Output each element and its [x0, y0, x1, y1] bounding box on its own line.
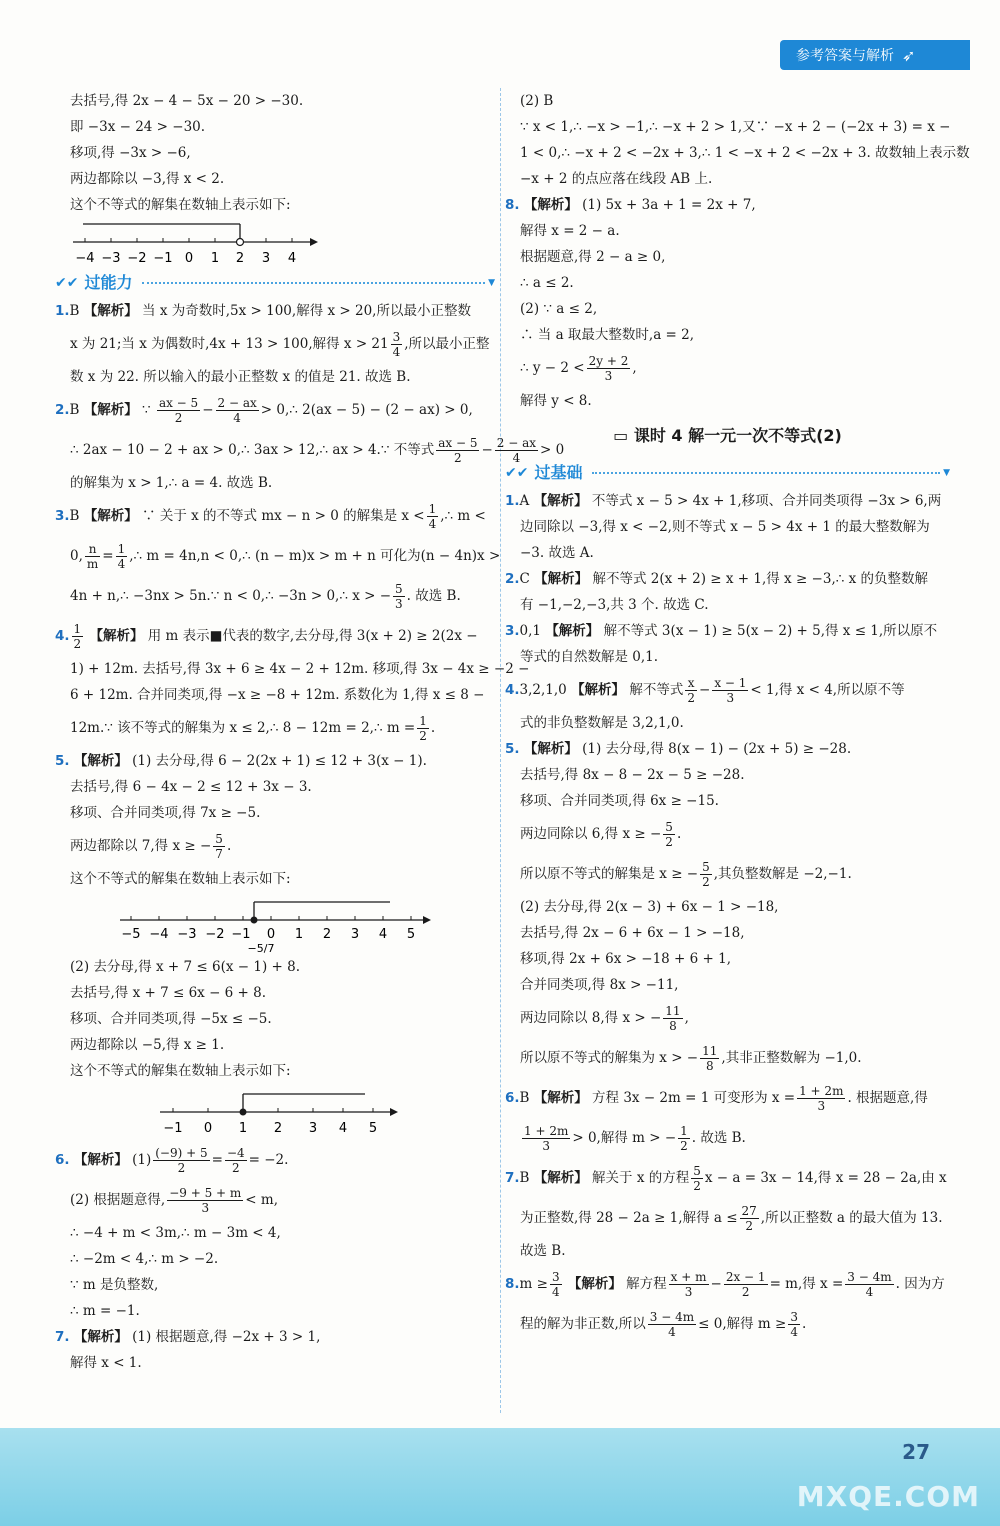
q5-line: 去括号,得 x + 7 ≤ 6x − 6 + 8. — [70, 985, 267, 1001]
text-line: −x + 2 的点应落在线段 AB 上. — [520, 171, 713, 187]
tick-label: 2 — [235, 251, 245, 266]
dotted-rule — [592, 472, 940, 474]
tick-label: −4 — [149, 927, 169, 942]
analysis-tag: 【解析】 — [83, 303, 138, 319]
q2-line: 2.B 【解析】 ∵ $\frac{ax - 5}{2}$ − $\frac{2 - ax}{4}$ > 0,∴ 2(ax − 5) − (2 − ax) > 0, — [55, 396, 473, 425]
text-line: 这个不等式的解集在数轴上表示如下: — [70, 197, 291, 213]
text-line: 1 < 0,∴ −x + 2 < −2x + 3,∴ 1 < −x + 2 < −2x + 3. 故数轴上表示数 — [520, 145, 970, 161]
analysis-tag: 【解析】 — [73, 1329, 128, 1345]
analysis-tag: 【解析】 — [89, 628, 144, 644]
tick-label: 1 — [238, 1121, 248, 1136]
tick-label: 4 — [338, 1121, 348, 1136]
fraction: $\frac{-4}{2}$ — [226, 1146, 245, 1175]
number-line-3 — [55, 1084, 495, 1140]
answer: B — [69, 303, 80, 319]
answer: C — [519, 571, 530, 587]
triangle-icon: ▼ — [488, 278, 495, 288]
tick-label: 1 — [210, 251, 220, 266]
fraction: $\frac{ax - 5}{2}$ — [438, 436, 478, 465]
fraction: $\frac{3 - 4m}{4}$ — [847, 1270, 892, 1299]
b5-line: 所以原不等式的解集是 x ≥ − $\frac{5}{2}$ ,其负整数解是 −2,−1. — [520, 860, 852, 889]
question-number: 5. — [505, 741, 520, 757]
question-number: 7. — [505, 1170, 520, 1186]
fraction: $\frac{5}{3}$ — [395, 582, 403, 611]
tick-label: −1 — [231, 927, 251, 942]
check-marks-icon: ✔✔ — [55, 275, 79, 291]
fraction: $\frac{(-9) + 5}{2}$ — [155, 1146, 208, 1175]
answer: B — [519, 1170, 530, 1186]
analysis-tag: 【解析】 — [533, 1090, 588, 1106]
header-label: 参考答案与解析 — [796, 48, 894, 64]
answer: m ≥ — [519, 1276, 548, 1292]
tick-label: −5 — [121, 927, 141, 942]
lesson-title — [505, 414, 950, 458]
page-number: 27 — [902, 1440, 930, 1464]
q8-line: 解得 x = 2 − a. — [520, 223, 620, 239]
b1-line: 边同除以 −3,得 x < −2,则不等式 x − 5 > 4x + 1 的最大整数解为 — [520, 519, 930, 535]
b8-line: 8.m ≥ $\frac{3}{4}$ 【解析】 解方程 $\frac{x + m}{3}$ − $\frac{2x - 1}{2}$ = m,得 x = $\frac{3 - 4m}{4}$ . 因为方 — [505, 1270, 945, 1299]
fraction: $\frac{-9 + 5 + m}{3}$ — [169, 1186, 242, 1215]
b4-line: 式的非负整数解是 3,2,1,0. — [520, 715, 684, 731]
fraction: $\frac{3}{4}$ — [392, 330, 401, 359]
q4-line: 6 + 12m. 合并同类项,得 −x ≥ −8 + 12m. 系数化为 1,得 x ≤ 8 − — [70, 687, 485, 703]
q5-line: (2) 去分母,得 x + 7 ≤ 6(x − 1) + 8. — [70, 959, 300, 975]
q5-line: 5. 【解析】 (1) 去分母,得 6 − 2(2x + 1) ≤ 12 + 3(x − 1). — [55, 753, 427, 769]
answer-fraction: $\frac{1}{2}$ — [73, 622, 82, 651]
tick-label: 4 — [287, 251, 297, 266]
analysis-tag: 【解析】 — [83, 508, 138, 524]
analysis-tag: 【解析】 — [83, 402, 138, 418]
question-number: 4. — [55, 628, 70, 644]
question-number: 1. — [55, 303, 70, 319]
question-number: 2. — [55, 402, 70, 418]
b5-line: 移项、合并同类项,得 6x ≥ −15. — [520, 793, 719, 809]
q6-line: ∴ −4 + m < 3m,∴ m − 3m < 4, — [70, 1225, 281, 1241]
fraction: $\frac{27}{2}$ — [741, 1204, 757, 1233]
fraction: $\frac{1}{2}$ — [680, 1124, 688, 1153]
tick-label: 3 — [308, 1121, 318, 1136]
text: x 为 21;当 x 为偶数时,4x + 13 > 100,解得 x > 21 — [70, 336, 389, 352]
b5-line: 两边同除以 8,得 x > − $\frac{11}{8}$ , — [520, 1004, 689, 1033]
answer: 3,2,1,0 — [519, 682, 567, 698]
question-number: 4. — [505, 682, 520, 698]
q8-line: 8. 【解析】 (1) 5x + 3a + 1 = 2x + 7, — [505, 197, 756, 213]
b5-line: 去括号,得 2x − 6 + 6x − 1 > −18, — [520, 925, 745, 941]
analysis-tag: 【解析】 — [523, 741, 578, 757]
b5-line: 去括号,得 8x − 8 − 2x − 5 ≥ −28. — [520, 767, 745, 783]
dotted-rule — [142, 282, 485, 284]
fraction: $\frac{2x - 1}{2}$ — [725, 1270, 766, 1299]
b2-line: 2.C 【解析】 解不等式 2(x + 2) ≥ x + 1,得 x ≥ −3,∴ x 的负整数解 — [505, 571, 929, 587]
text-line: (2) B — [520, 93, 554, 109]
b5-line: 合并同类项,得 8x > −11, — [520, 977, 679, 993]
right-column — [505, 88, 970, 1344]
b6-line: $\frac{1 + 2m}{3}$ > 0,解得 m > − $\frac{1}{2}$ . 故选 B. — [524, 1124, 746, 1153]
answer: B — [69, 508, 80, 524]
q8-line: ∴ 当 a 取最大整数时,a = 2, — [520, 327, 695, 343]
analysis-tag: 【解析】 — [571, 682, 626, 698]
b8-line: 程的解为非正数,所以 $\frac{3 - 4m}{4}$ ≤ 0,解得 m ≥ $\frac{3}{4}$ . — [520, 1310, 807, 1339]
check-marks-icon: ✔✔ — [505, 465, 529, 481]
q4-line: 12m.∵ 该不等式的解集为 x ≤ 2,∴ 8 − 12m = 2,∴ m = $\frac{1}{2}$ . — [70, 714, 436, 743]
header-tag — [780, 40, 970, 70]
tick-label: −2 — [127, 251, 147, 266]
tick-label: 5 — [368, 1121, 378, 1136]
question-number: 5. — [55, 753, 70, 769]
q7-line: 7. 【解析】 (1) 根据题意,得 −2x + 3 > 1, — [55, 1329, 321, 1345]
b7-line: 为正整数,得 28 − 2a ≥ 1,解得 a ≤ $\frac{27}{2}$ ,所以正整数 a 的最大值为 13. — [520, 1204, 943, 1233]
number-line-2 — [55, 892, 495, 954]
b5-line: 所以原不等式的解集为 x > − $\frac{11}{8}$ ,其非正整数解为 −1,0. — [520, 1044, 862, 1073]
q6-line: (2) 根据题意得, $\frac{-9 + 5 + m}{3}$ < m, — [70, 1186, 278, 1215]
section-heading — [505, 458, 950, 488]
tick-label: 1 — [294, 927, 304, 942]
tick-label: −3 — [101, 251, 121, 266]
b7-line: 7.B 【解析】 解关于 x 的方程 $\frac{5}{2}$ x − a = 3x − 14,得 x = 28 − 2a,由 x — [505, 1164, 947, 1193]
tick-label: 5 — [406, 927, 416, 942]
answer: A — [519, 493, 530, 509]
q5-line: 两边都除以 −5,得 x ≥ 1. — [70, 1037, 225, 1053]
fraction: $\frac{1}{4}$ — [117, 542, 126, 571]
book-icon: ▭ — [613, 426, 629, 445]
b4-line: 4.3,2,1,0 【解析】 解不等式 $\frac{x}{2}$ − $\frac{x - 1}{3}$ < 1,得 x < 4,所以原不等 — [505, 676, 905, 705]
text-line: 去括号,得 2x − 4 − 5x − 20 > −30. — [70, 93, 304, 109]
fraction: $\frac{1}{4}$ — [428, 502, 437, 531]
q2-line: 的解集为 x > 1,∴ a = 4. 故选 B. — [70, 475, 273, 491]
question-number: 7. — [55, 1329, 70, 1345]
b3-line: 等式的自然数解是 0,1. — [520, 649, 659, 665]
text-line: 移项,得 −3x > −6, — [70, 145, 191, 161]
tick-label: −3 — [177, 927, 197, 942]
fraction: $\frac{x - 1}{3}$ — [714, 676, 747, 705]
fraction: $\frac{x}{2}$ — [687, 676, 695, 705]
analysis-tag: 【解析】 — [545, 623, 600, 639]
question-number: 6. — [505, 1090, 520, 1106]
fraction: $\frac{1 + 2m}{3}$ — [799, 1084, 844, 1113]
tick-label: 3 — [261, 251, 271, 266]
text: 当 x 为奇数时,5x > 100,解得 x > 20,所以最小正整数 — [142, 303, 471, 319]
answer: B — [519, 1090, 530, 1106]
tick-label: 2 — [322, 927, 332, 942]
answer: B — [69, 402, 80, 418]
analysis-tag: 【解析】 — [523, 197, 578, 213]
question-number: 8. — [505, 1276, 520, 1292]
analysis-tag: 【解析】 — [533, 1170, 588, 1186]
b1-line: 1.A 【解析】 不等式 x − 5 > 4x + 1,移项、合并同类项得 −3x > 6,两 — [505, 493, 942, 509]
fraction: $\frac{n}{m}$ — [86, 542, 99, 571]
analysis-tag: 【解析】 — [567, 1276, 622, 1292]
answer-fraction: $\frac{3}{4}$ — [551, 1270, 560, 1299]
column-divider — [500, 88, 501, 1413]
text-line: ∵ x < 1,∴ −x > −1,∴ −x + 2 > 1,又∵ −x + 2 − (−2x + 3) = x − — [520, 119, 951, 135]
fraction: $\frac{11}{8}$ — [702, 1044, 718, 1073]
q5-line: 移项、合并同类项,得 −5x ≤ −5. — [70, 1011, 272, 1027]
b7-line: 故选 B. — [520, 1243, 566, 1259]
lesson-title-text: 课时 4 解一元一次不等式(2) — [633, 426, 842, 445]
answer: 0,1 — [519, 623, 542, 639]
q8-line: 解得 y < 8. — [520, 393, 592, 409]
q5-line: 两边都除以 7,得 x ≥ − $\frac{5}{7}$ . — [70, 832, 232, 861]
analysis-tag: 【解析】 — [73, 753, 128, 769]
text-line: 即 −3x − 24 > −30. — [70, 119, 206, 135]
tick-label: −4 — [75, 251, 95, 266]
fraction: $\frac{x + m}{3}$ — [670, 1270, 707, 1299]
q6-line: ∴ m = −1. — [70, 1303, 140, 1319]
b1-line: −3. 故选 A. — [520, 545, 594, 561]
q4-line: 1) + 12m. 去括号,得 3x + 6 ≥ 4x − 2 + 12m. 移项,得 3x − 4x ≥ −2 − — [70, 661, 530, 677]
tick-label: 0 — [184, 251, 194, 266]
tick-label: −2 — [205, 927, 225, 942]
section-title: 过能力 — [84, 273, 133, 292]
tick-label: 2 — [273, 1121, 283, 1136]
fraction: $\frac{ax - 5}{2}$ — [158, 396, 199, 425]
q5-line: 这个不等式的解集在数轴上表示如下: — [70, 1063, 291, 1079]
analysis-tag: 【解析】 — [533, 493, 588, 509]
question-number: 6. — [55, 1152, 70, 1168]
mark-label: −5/7 — [247, 942, 275, 954]
question-number: 8. — [505, 197, 520, 213]
q2-line: ∴ 2ax − 10 − 2 + ax > 0,∴ 3ax > 12,∴ ax > 4.∵ 不等式 $\frac{ax - 5}{2}$ − $\frac{2 - ax}{4}$ > 0 — [70, 436, 565, 465]
rocket-icon: ➶ — [902, 45, 916, 65]
q3-line: 3.B 【解析】 ∵ 关于 x 的不等式 mx − n > 0 的解集是 x < $\frac{1}{4}$ ,∴ m < — [55, 502, 486, 531]
q6-line: 6. 【解析】 (1) $\frac{(-9) + 5}{2}$ = $\frac{-4}{2}$ = −2. — [55, 1146, 289, 1175]
tick-label: −1 — [153, 251, 173, 266]
text-line: 两边都除以 −3,得 x < 2. — [70, 171, 225, 187]
tick-label: −1 — [163, 1121, 183, 1136]
fraction: $\frac{3 - 4m}{4}$ — [649, 1310, 695, 1339]
q6-line: ∴ −2m < 4,∴ m > −2. — [70, 1251, 219, 1267]
fraction: $\frac{5}{7}$ — [215, 832, 223, 861]
fraction: $\frac{5}{2}$ — [702, 860, 710, 889]
triangle-icon: ▼ — [943, 468, 950, 478]
q5-line: 去括号,得 6 − 4x − 2 ≤ 12 + 3x − 3. — [70, 779, 312, 795]
question-number: 3. — [505, 623, 520, 639]
fraction: $\frac{11}{8}$ — [665, 1004, 681, 1033]
b2-line: 有 −1,−2,−3,共 3 个. 故选 C. — [520, 597, 709, 613]
question-number: 2. — [505, 571, 520, 587]
q1-line — [55, 324, 495, 364]
b5-line: 两边同除以 6,得 x ≥ − $\frac{5}{2}$ . — [520, 820, 682, 849]
analysis-tag: 【解析】 — [534, 571, 589, 587]
tick-label: 0 — [266, 927, 276, 942]
fraction: $\frac{2 - ax}{4}$ — [496, 436, 537, 465]
q3-line: 4n + n,∴ −3nx > 5n.∵ n < 0,∴ −3n > 0,∴ x > − $\frac{5}{3}$ . 故选 B. — [70, 582, 461, 611]
fraction: $\frac{2 - ax}{4}$ — [217, 396, 257, 425]
q7-line: 解得 x < 1. — [70, 1355, 142, 1371]
fraction: $\frac{3}{4}$ — [790, 1310, 798, 1339]
tick-label: 0 — [203, 1121, 213, 1136]
text: ,所以最小正整 — [404, 336, 490, 352]
q4-line: 4. $\frac{1}{2}$ 【解析】 用 m 表示■代表的数字,去分母,得 3(x + 2) ≥ 2(2x − — [55, 622, 478, 651]
section-title: 过基础 — [534, 463, 583, 482]
b5-line: (2) 去分母,得 2(x − 3) + 6x − 1 > −18, — [520, 899, 779, 915]
tick-label: 3 — [350, 927, 360, 942]
fraction: $\frac{2y + 2}{3}$ — [588, 354, 629, 383]
fraction: $\frac{5}{2}$ — [693, 1164, 701, 1193]
tick-label: 4 — [378, 927, 388, 942]
watermark: MXQE.COM — [796, 1480, 980, 1513]
b6-line: 6.B 【解析】 方程 3x − 2m = 1 可变形为 x = $\frac{1 + 2m}{3}$ . 根据题意,得 — [505, 1084, 928, 1113]
q8-line: ∴ a ≤ 2. — [520, 275, 574, 291]
section-heading — [55, 268, 495, 298]
q1-line: 数 x 为 22. 所以输入的最小正整数 x 的值是 21. 故选 B. — [70, 369, 411, 385]
q6-line: ∵ m 是负整数, — [70, 1277, 159, 1293]
q5-line: 这个不等式的解集在数轴上表示如下: — [70, 871, 291, 887]
question-number: 3. — [55, 508, 70, 524]
b3-line: 3.0,1 【解析】 解不等式 3(x − 1) ≥ 5(x − 2) + 5,得 x ≤ 1,所以原不 — [505, 623, 938, 639]
b5-line: 移项,得 2x + 6x > −18 + 6 + 1, — [520, 951, 732, 967]
fraction: $\frac{1 + 2m}{3}$ — [524, 1124, 569, 1153]
q3-line: 0, $\frac{n}{m}$ = $\frac{1}{4}$ ,∴ m = 4n,n < 0,∴ (n − m)x > m + n 可化为(n − 4n)x > — [70, 542, 501, 571]
fraction: $\frac{5}{2}$ — [665, 820, 673, 849]
q5-line: 移项、合并同类项,得 7x ≥ −5. — [70, 805, 261, 821]
q8-line: 根据题意,得 2 − a ≥ 0, — [520, 249, 666, 265]
question-number: 1. — [505, 493, 520, 509]
fraction: $\frac{1}{2}$ — [419, 714, 427, 743]
number-line-1 — [55, 218, 495, 268]
analysis-tag: 【解析】 — [73, 1152, 128, 1168]
q1-line — [55, 298, 495, 324]
q8-line: ∴ y − 2 < $\frac{2y + 2}{3}$ , — [520, 354, 637, 383]
q8-line: (2) ∵ a ≤ 2, — [520, 301, 598, 317]
b5-line: 5. 【解析】 (1) 去分母,得 8(x − 1) − (2x + 5) ≥ −28. — [505, 741, 852, 757]
